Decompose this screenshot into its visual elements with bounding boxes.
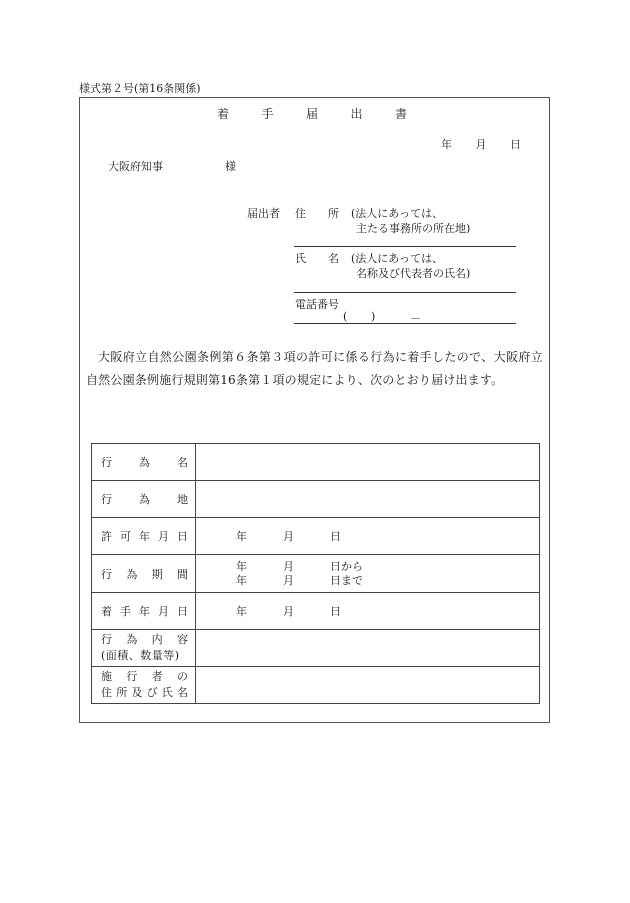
address-label: 住 所 bbox=[295, 207, 339, 220]
name-label: 氏 名 bbox=[295, 252, 339, 265]
title-char: 書 bbox=[394, 107, 407, 121]
start-date-value[interactable]: 年 月 日 bbox=[196, 593, 540, 630]
activity-content-value[interactable] bbox=[196, 630, 540, 667]
row-label: 行 為 期 間 bbox=[92, 555, 196, 593]
name-note-2: 名称及び代表者の氏名) bbox=[356, 267, 471, 280]
title-char: 着 bbox=[217, 107, 230, 121]
applicant-label: 届出者 bbox=[247, 207, 280, 220]
activity-location-value[interactable] bbox=[196, 481, 540, 518]
date-line bbox=[441, 136, 521, 152]
table-row bbox=[92, 481, 540, 518]
row-label: 着 手 年 月 日 bbox=[92, 593, 196, 630]
phone-label: 電話番号 bbox=[295, 298, 339, 311]
phone-underline bbox=[294, 323, 516, 324]
title-char: 届 bbox=[305, 107, 318, 121]
address-note-1: (法人にあっては、 bbox=[351, 207, 444, 220]
phone-paren-close: ) bbox=[371, 310, 376, 323]
activity-period-value[interactable]: 年 月 日から 年 月 日まで bbox=[196, 555, 540, 593]
table-row bbox=[92, 667, 540, 704]
addressee-honorific: 様 bbox=[225, 160, 236, 173]
form-title bbox=[217, 105, 407, 122]
month-label: 月 bbox=[475, 138, 487, 151]
activity-name-value[interactable] bbox=[196, 444, 540, 481]
table-row bbox=[92, 444, 540, 481]
addressee-name: 大阪府知事 bbox=[108, 160, 163, 173]
row-label: 行 為 地 bbox=[92, 481, 196, 518]
detail-table bbox=[91, 443, 540, 704]
year-label: 年 bbox=[441, 138, 452, 151]
table-row bbox=[92, 630, 540, 667]
table-row bbox=[92, 593, 540, 630]
day-label: 日 bbox=[510, 138, 521, 151]
row-label: 許 可 年 月 日 bbox=[92, 518, 196, 555]
row-label: 行 為 名 bbox=[92, 444, 196, 481]
row-label: 行 為 内 容 (面積、数量等) bbox=[92, 630, 196, 667]
address-underline bbox=[294, 246, 516, 247]
permit-date-value[interactable]: 年 月 日 bbox=[196, 518, 540, 555]
name-underline bbox=[294, 292, 516, 293]
address-note-2: 主たる事務所の所在地) bbox=[356, 222, 471, 235]
table-row bbox=[92, 518, 540, 555]
phone-paren-open: ( bbox=[343, 310, 348, 323]
table-row bbox=[92, 555, 540, 593]
name-note-1: (法人にあっては、 bbox=[351, 252, 444, 265]
title-char: 出 bbox=[350, 107, 363, 121]
form-number: 様式第２号(第16条関係) bbox=[79, 82, 201, 95]
phone-dash: － bbox=[410, 312, 421, 325]
body-text: 大阪府立自然公園条例第６条第３項の許可に係る行為に着手したので、大阪府立自然公園条例施行規則第16条第１項の規定により、次のとおり届け出ます。 bbox=[86, 350, 543, 387]
title-char: 手 bbox=[261, 107, 274, 121]
executor-value[interactable] bbox=[196, 667, 540, 704]
row-label: 施 行 者 の 住 所 及 び 氏 名 bbox=[92, 667, 196, 704]
